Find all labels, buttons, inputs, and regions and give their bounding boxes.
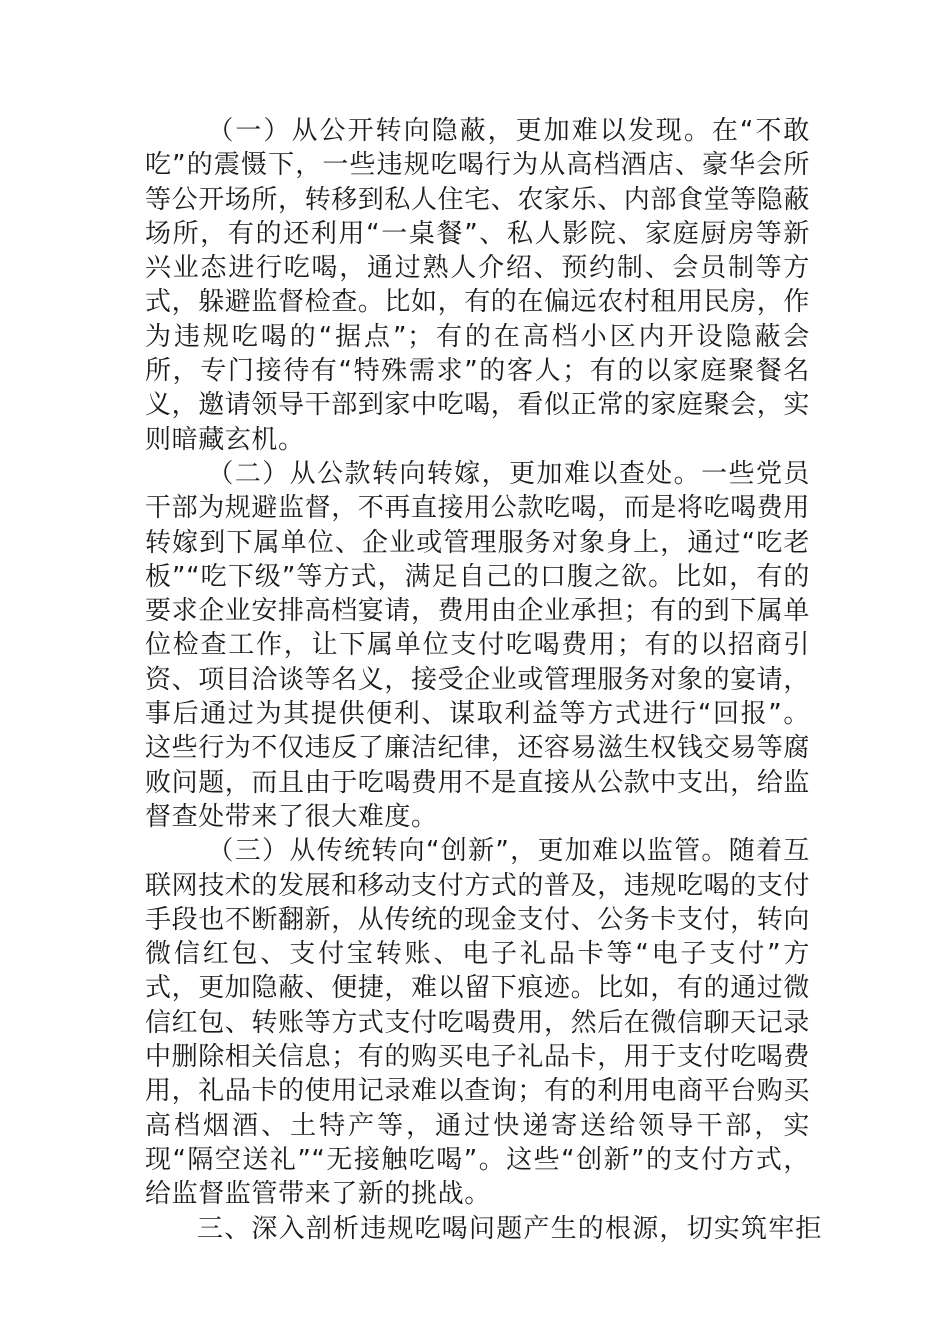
paragraph-three: （三）从传统转向“创新”，更加难以监管。随着互联网技术的发展和移动支付方式的普及，违规吃喝的支付手段也不断翻新，从传统的现金支付、公务卡支付，转向微信红包、支付宝转账、电子礼品卡等“电子支付”方式，更加隐蔽、便捷，难以留下痕迹。比如，有的通过微信红包、转账等方式支付吃喝费用，然后在微信聊天记录中删除相关信息；有的购买电子礼品卡，用于支付吃喝费用，礼品卡的使用记录难以查询；有的利用电商平台购买高档烟酒、土特产等，通过快递寄送给领导干部，实现“隔空送礼”“无接触吃喝”。这些“创新”的支付方式，给监督监管带来了新的挑战。 <box>145 836 811 1210</box>
paragraph-two: （二）从公款转向转嫁，更加难以查处。一些党员干部为规避监督，不再直接用公款吃喝，而是将吃喝费用转嫁到下属单位、企业或管理服务对象身上，通过“吃老板”“吃下级”等方式，满足自己的口腹之欲。比如，有的要求企业安排高档宴请，费用由企业承担；有的到下属单位检查工作，让下属单位支付吃喝费用；有的以招商引资、项目洽谈等名义，接受企业或管理服务对象的宴请，事后通过为其提供便利、谋取利益等方式进行“回报”。这些行为不仅违反了廉洁纪律，还容易滋生权钱交易等腐败问题，而且由于吃喝费用不是直接从公款中支出，给监督查处带来了很大难度。 <box>145 458 811 832</box>
paragraph-one: （一）从公开转向隐蔽，更加难以发现。在“不敢吃”的震慑下，一些违规吃喝行为从高档酒店、豪华会所等公开场所，转移到私人住宅、农家乐、内部食堂等隐蔽场所，有的还利用“一桌餐”、私人影院、家庭厨房等新兴业态进行吃喝，通过熟人介绍、预约制、会员制等方式，躲避监督检查。比如，有的在偏远农村租用民房，作为违规吃喝的“据点”；有的在高档小区内开设隐蔽会所，专门接待有“特殊需求”的客人；有的以家庭聚餐名义，邀请领导干部到家中吃喝，看似正常的家庭聚会，实则暗藏玄机。 <box>145 116 811 455</box>
section-heading: 三、深入剖析违规吃喝问题产生的根源，切实筑牢拒 <box>197 1213 823 1244</box>
document-body <box>145 114 823 1246</box>
